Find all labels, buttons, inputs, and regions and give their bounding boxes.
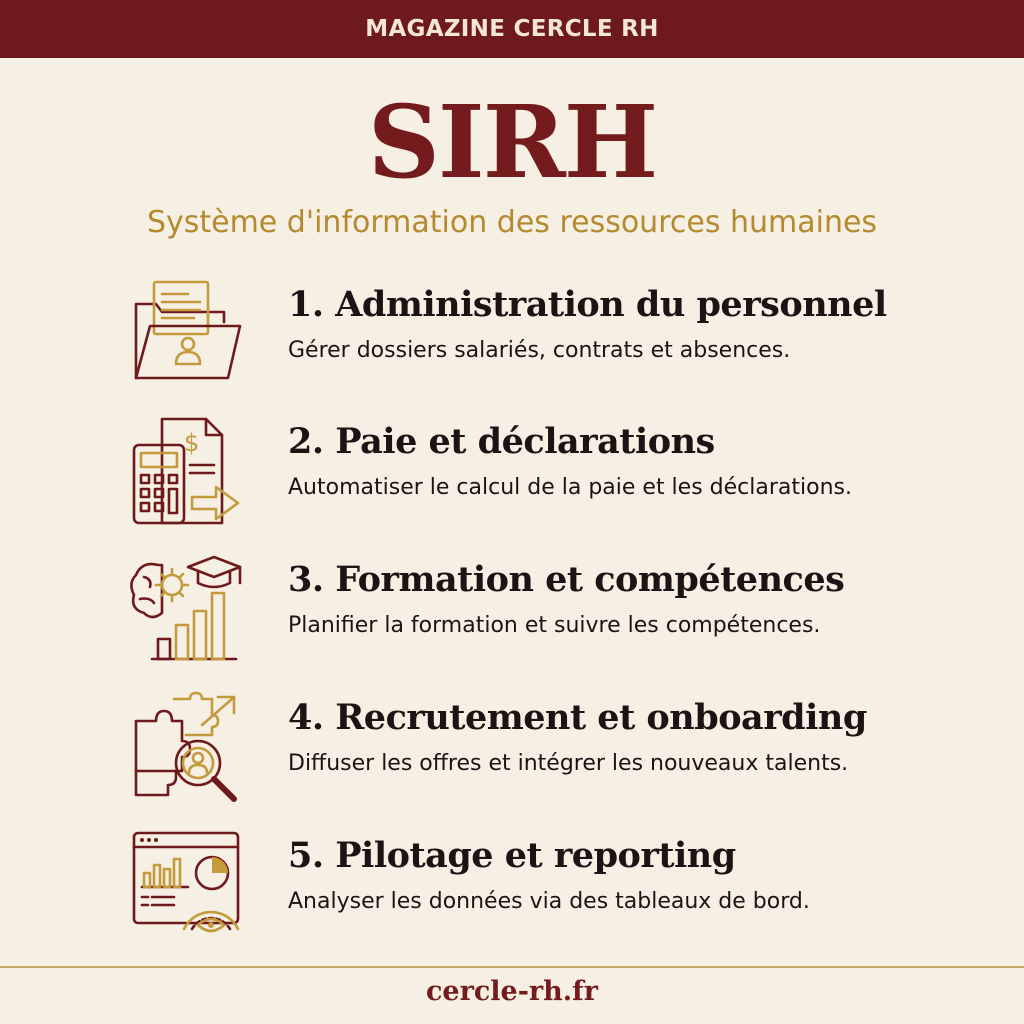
item-title: 5. Pilotage et reporting [288,835,736,876]
list-item [0,284,1024,404]
item-description: Gérer dossiers salariés, contrats et absences. [288,338,791,363]
page-subtitle: Système d'information des ressources humaines [146,205,878,240]
list-item [0,697,1024,817]
item-description: Automatiser le calcul de la paie et les déclarations. [288,475,852,500]
item-title: 3. Formation et compétences [288,559,845,600]
top-banner [0,0,1024,58]
folder-employee-icon [128,278,244,394]
page-title: SIRH [367,83,657,201]
list-item [0,559,1024,679]
training-skills-icon [128,553,244,669]
svg-text:$: $ [184,429,200,457]
footer-divider [0,966,1024,968]
item-title: 2. Paie et déclarations [288,421,715,462]
dashboard-reporting-icon [128,829,244,945]
list-item [0,421,1024,541]
item-description: Planifier la formation et suivre les compétences. [288,613,821,638]
recruitment-search-icon [128,691,244,807]
footer-website: cercle-rh.fr [425,976,599,1007]
list-item [0,835,1024,955]
item-description: Analyser les données via des tableaux de bord. [288,889,810,914]
magazine-name: MAGAZINE CERCLE RH [365,16,659,42]
calculator-payroll-icon [128,415,244,531]
item-description: Diffuser les offres et intégrer les nouveaux talents. [288,751,849,776]
item-title: 1. Administration du personnel [288,284,887,325]
item-title: 4. Recrutement et onboarding [288,697,867,738]
